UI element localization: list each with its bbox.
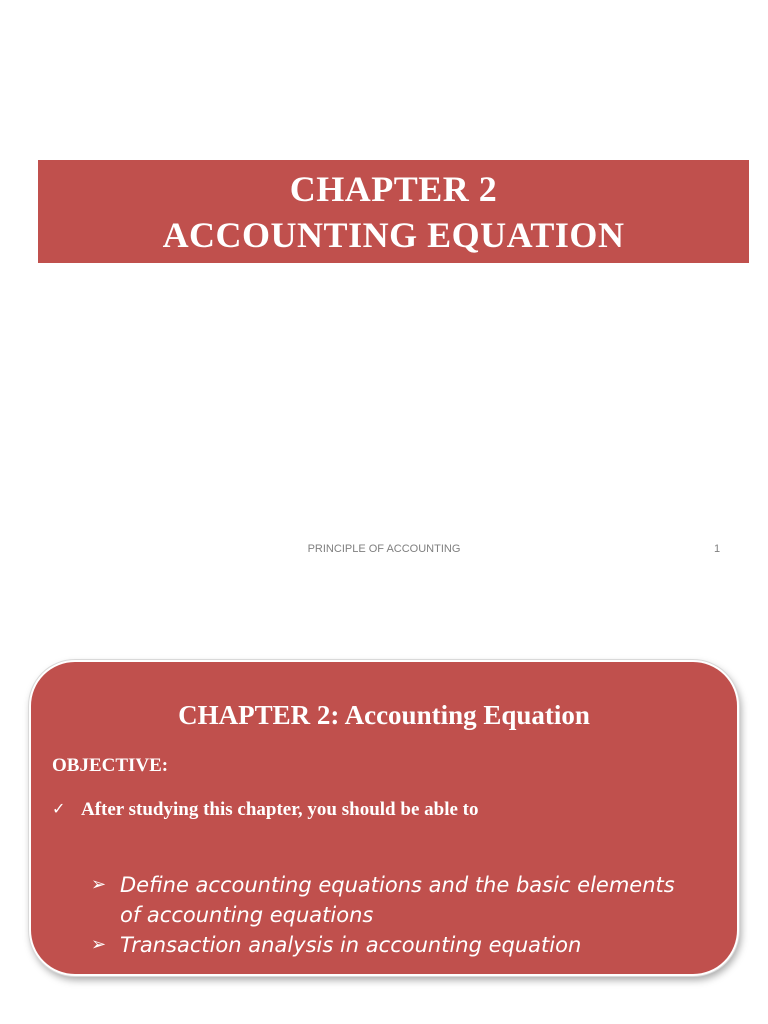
objective-card [29,660,739,976]
page-number: 1 [714,543,721,555]
arrow-bullet-icon: ➢ [91,934,107,955]
bullet-item-text: Transaction analysis in accounting equation [120,933,582,957]
objective-label: OBJECTIVE: [52,755,169,776]
bullet-item [91,870,701,930]
check-icon: ✓ [52,799,66,818]
check-list-item [52,798,478,822]
card-heading: CHAPTER 2: Accounting Equation [178,700,590,730]
chapter-number-title: CHAPTER 2 [289,168,498,209]
chapter-name-title: ACCOUNTING EQUATION [162,214,625,255]
footer-text: PRINCIPLE OF ACCOUNTING [307,543,461,555]
bullet-item [91,930,701,960]
bullet-item-text: Define accounting equations and the basic elements of accounting equations [120,873,675,927]
title-banner [38,160,749,263]
arrow-bullet-icon: ➢ [91,874,107,895]
bullet-list [91,870,701,960]
check-item-text: After studying this chapter, you should be able to [81,799,479,820]
